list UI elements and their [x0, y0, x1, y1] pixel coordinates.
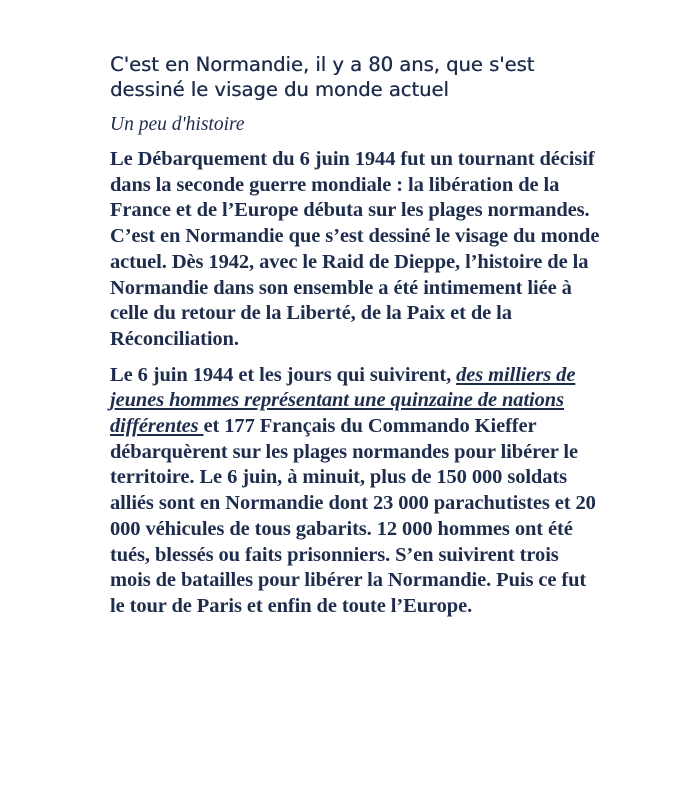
paragraph-landing-lead: Le 6 juin 1944 et les jours qui suivirent, [110, 363, 457, 386]
nations-link[interactable]: des milliers de jeunes hommes représentant une quinzaine de nations différentes [110, 363, 576, 438]
article [110, 52, 600, 630]
paragraph-intro: Le Débarquement du 6 juin 1944 fut un tournant décisif dans la seconde guerre mondiale : la libération de la France et de l’Europe débuta sur les plages normandes. C’est en Normandie que s’est dessiné le visage du monde actuel. Dès 1942, avec le Raid de Dieppe, l’histoire de la Normandie dans son ensemble a été intimement liée à celle du retour de la Liberté, de la Paix et de la Réconciliation. [110, 148, 600, 350]
section-subtitle: Un peu d'histoire [110, 114, 245, 135]
paragraph-landing-rest: et 177 Français du Commando Kieffer débarquèrent sur les plages normandes pour libérer le territoire. Le 6 juin, à minuit, plus de 150 000 soldats alliés sont en Normandie dont 23 000 parachutistes et 20 000 véhicules de tous gabarits. 12 000 hommes ont été tués, blessés ou faits prisonniers. S’en suivirent trois mois de batailles pour libérer la Normandie. Puis ce fut le tour de Paris et enfin de toute l’Europe. [110, 415, 596, 617]
paragraph-landing [110, 363, 600, 620]
article-title: C'est en Normandie, il y a 80 ans, que s'est dessiné le visage du monde actuel [110, 53, 535, 101]
